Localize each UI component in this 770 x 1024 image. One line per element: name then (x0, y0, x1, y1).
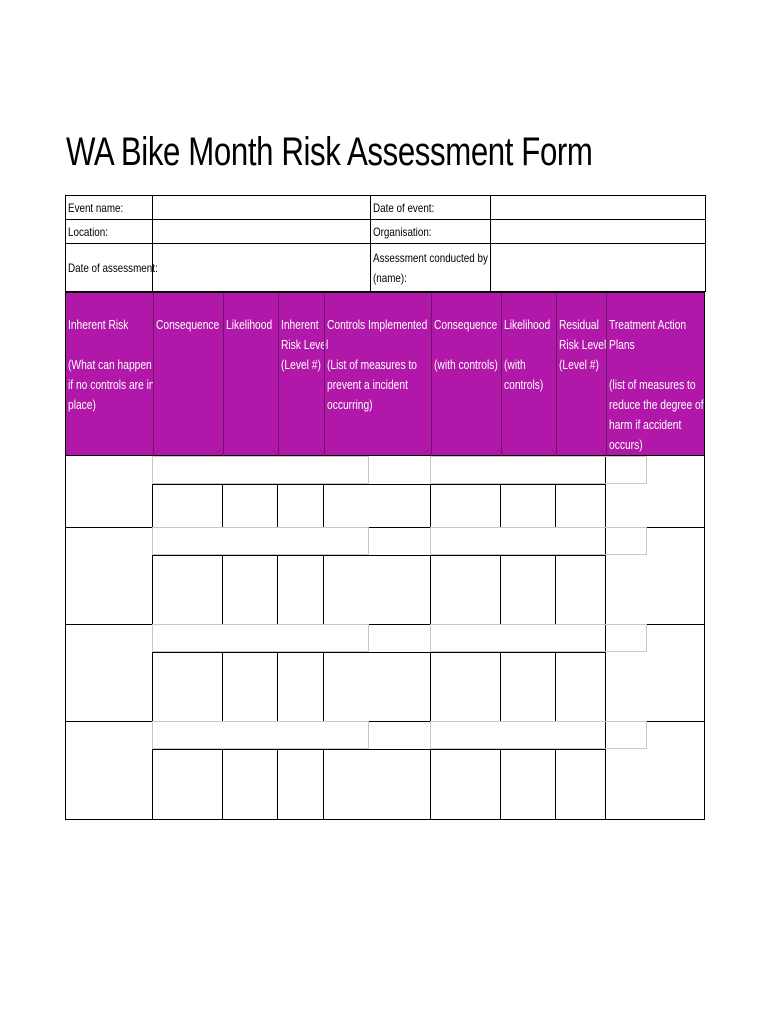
row-divider (152, 652, 430, 653)
row-divider (152, 749, 430, 750)
header-consequence: Consequence (153, 293, 223, 457)
event-name-label: Event name: (66, 196, 153, 220)
column-divider (277, 555, 278, 624)
header-consequence-with-controls: Consequence (with controls) (431, 293, 501, 457)
column-divider (222, 555, 223, 624)
header-treatment-action-plans: Treatment Action Plans (list of measures to reduce the degree of harm if accident occurs) (606, 293, 706, 457)
row-divider (152, 484, 430, 485)
date-of-assessment-field[interactable] (153, 244, 371, 292)
header-likelihood: Likelihood (223, 293, 278, 457)
header-residual-risk-level: Residual Risk Level (Level #) (556, 293, 606, 457)
risk-table-body (65, 456, 705, 820)
risk-row-2-subheader-right (430, 527, 647, 555)
column-divider (500, 749, 501, 819)
row-divider (430, 555, 605, 556)
row-divider (430, 652, 605, 653)
date-of-event-label: Date of event: (371, 196, 491, 220)
column-divider (500, 484, 501, 527)
column-divider (500, 555, 501, 624)
event-info-table (65, 195, 706, 292)
risk-row-4-subheader-right (430, 721, 647, 749)
location-field[interactable] (153, 220, 371, 244)
risk-table-header (65, 292, 705, 456)
form-title: WA Bike Month Risk Assessment Form (66, 130, 593, 174)
header-controls-implemented: Controls Implemented (List of measures to prevent a incident occurring) (324, 293, 431, 457)
assessment-conducted-label: Assessment conducted by (name): (371, 244, 491, 292)
column-divider (323, 484, 324, 527)
organisation-label: Organisation: (371, 220, 491, 244)
column-divider (500, 652, 501, 721)
header-inherent-risk: Inherent Risk (What can happen if no controls are in place) (68, 318, 155, 412)
column-divider (555, 555, 556, 624)
location-label: Location: (66, 220, 153, 244)
column-divider (277, 652, 278, 721)
column-divider (277, 484, 278, 527)
date-of-event-field[interactable] (491, 196, 706, 220)
column-divider (323, 749, 324, 819)
header-inherent-risk-level: Inherent Risk Level (Level #) (278, 293, 324, 457)
column-divider (323, 652, 324, 721)
risk-row-4-subheader-left (152, 721, 369, 749)
row-divider (152, 555, 430, 556)
column-divider (222, 484, 223, 527)
assessment-conducted-field[interactable] (491, 244, 706, 292)
organisation-field[interactable] (491, 220, 706, 244)
risk-row-3-subheader-right (430, 624, 647, 652)
event-name-field[interactable] (153, 196, 371, 220)
column-divider (555, 749, 556, 819)
column-divider (323, 555, 324, 624)
date-of-assessment-label: Date of assessment: (66, 244, 153, 292)
risk-row-2-subheader-left (152, 527, 369, 555)
header-likelihood-with-controls: Likelihood (with controls) (501, 293, 556, 457)
column-divider (277, 749, 278, 819)
risk-row-1-subheader-left (152, 456, 369, 484)
risk-row-1-subheader-right (430, 456, 647, 484)
column-divider (222, 749, 223, 819)
row-divider (430, 749, 605, 750)
column-divider (555, 484, 556, 527)
row-divider (430, 484, 605, 485)
column-divider (555, 652, 556, 721)
column-divider (222, 652, 223, 721)
risk-row-3-subheader-left (152, 624, 369, 652)
